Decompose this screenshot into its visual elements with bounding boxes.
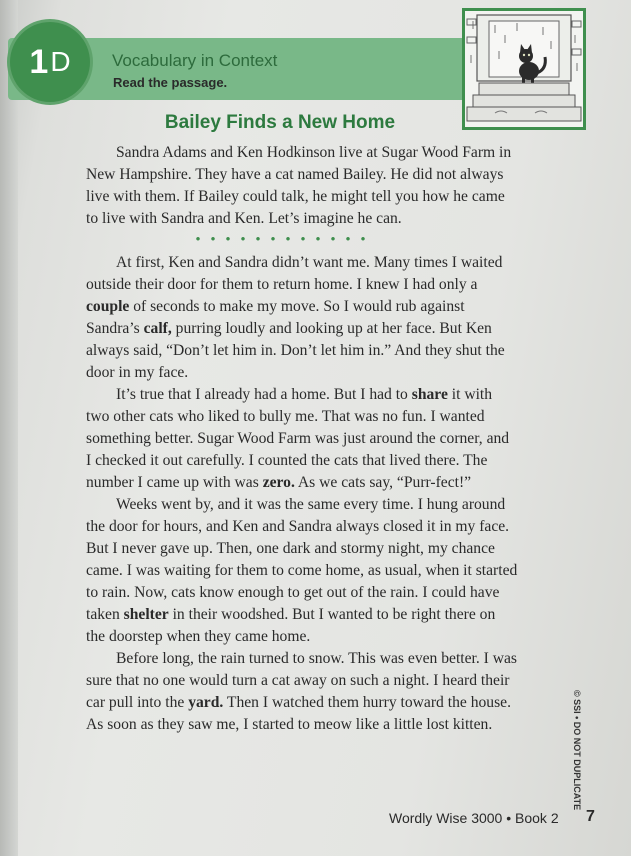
story-paragraph-1: At first, Ken and Sandra didn’t want me. Many times I waited outside their door for them to return home. I knew I had only a couple of seconds to make my move. So I would rub against Sandra’s calf, purring loudly and looking up at her face. But Ken always said, “Don’t let him in. Don’t let him in.” And they shut the door in my face. xyxy=(86,254,505,381)
lesson-number: 1 xyxy=(29,42,49,81)
page-number: 7 xyxy=(586,808,595,825)
story-paragraph-3: Weeks went by, and it was the same every time. I hung around the door for hours, and Ken and Sandra always closed it in my face. But I never gave up. Then, one dark and stormy night, my chance came. I was waiting for them to come home, as usual, when it started to rain. Now, cats know enough to get out of the rain. I could have taken shelter in their woodshed. But I wanted to be right there on the doorstep when they came home. xyxy=(86,496,518,645)
vocab-word-yard: yard. xyxy=(188,694,224,711)
section-divider: • • • • • • • • • • • • xyxy=(195,232,369,248)
vocab-word-calf: calf, xyxy=(143,320,172,337)
copyright-note: © SSI • DO NOT DUPLICATE xyxy=(572,690,582,811)
story-paragraph-4: Before long, the rain turned to snow. This was even better. I was sure that no one would turn a cat away on such a night. I heard their car pull into the yard. Then I watched them hurry toward the house. As soon as they saw me, I started to meow like a little lost kitten. xyxy=(86,650,518,733)
section-title: Vocabulary in Context xyxy=(112,51,278,70)
vocab-word-shelter: shelter xyxy=(123,606,169,623)
story-paragraph-2: It’s true that I already had a home. But I had to share it with two other cats who liked to bully me. That was no fun. I wanted something better. Sugar Wood Farm was just around the corner, and I checked it out carefully. I counted the cats that lived there. The number I came up with was zero. As we cats say, “Purr-fect!” xyxy=(86,386,510,491)
story-body xyxy=(86,142,518,736)
lesson-badge xyxy=(10,22,90,102)
vocab-word-share: share xyxy=(411,386,448,403)
intro-paragraph: Sandra Adams and Ken Hodkinson live at Sugar Wood Farm in New Hampshire. They have a cat named Bailey. He did not always live with them. If Bailey could talk, he might tell you how he came to live with Sandra and Ken. Let’s imagine he can. xyxy=(86,144,512,227)
vocab-word-couple: couple xyxy=(86,298,130,315)
lesson-letter: D xyxy=(50,46,71,77)
story-title: Bailey Finds a New Home xyxy=(164,112,396,133)
footer-book-title: Wordly Wise 3000 • Book 2 xyxy=(389,810,559,826)
instruction-text: Read the passage. xyxy=(113,75,228,90)
vocab-word-zero: zero. xyxy=(262,474,295,491)
